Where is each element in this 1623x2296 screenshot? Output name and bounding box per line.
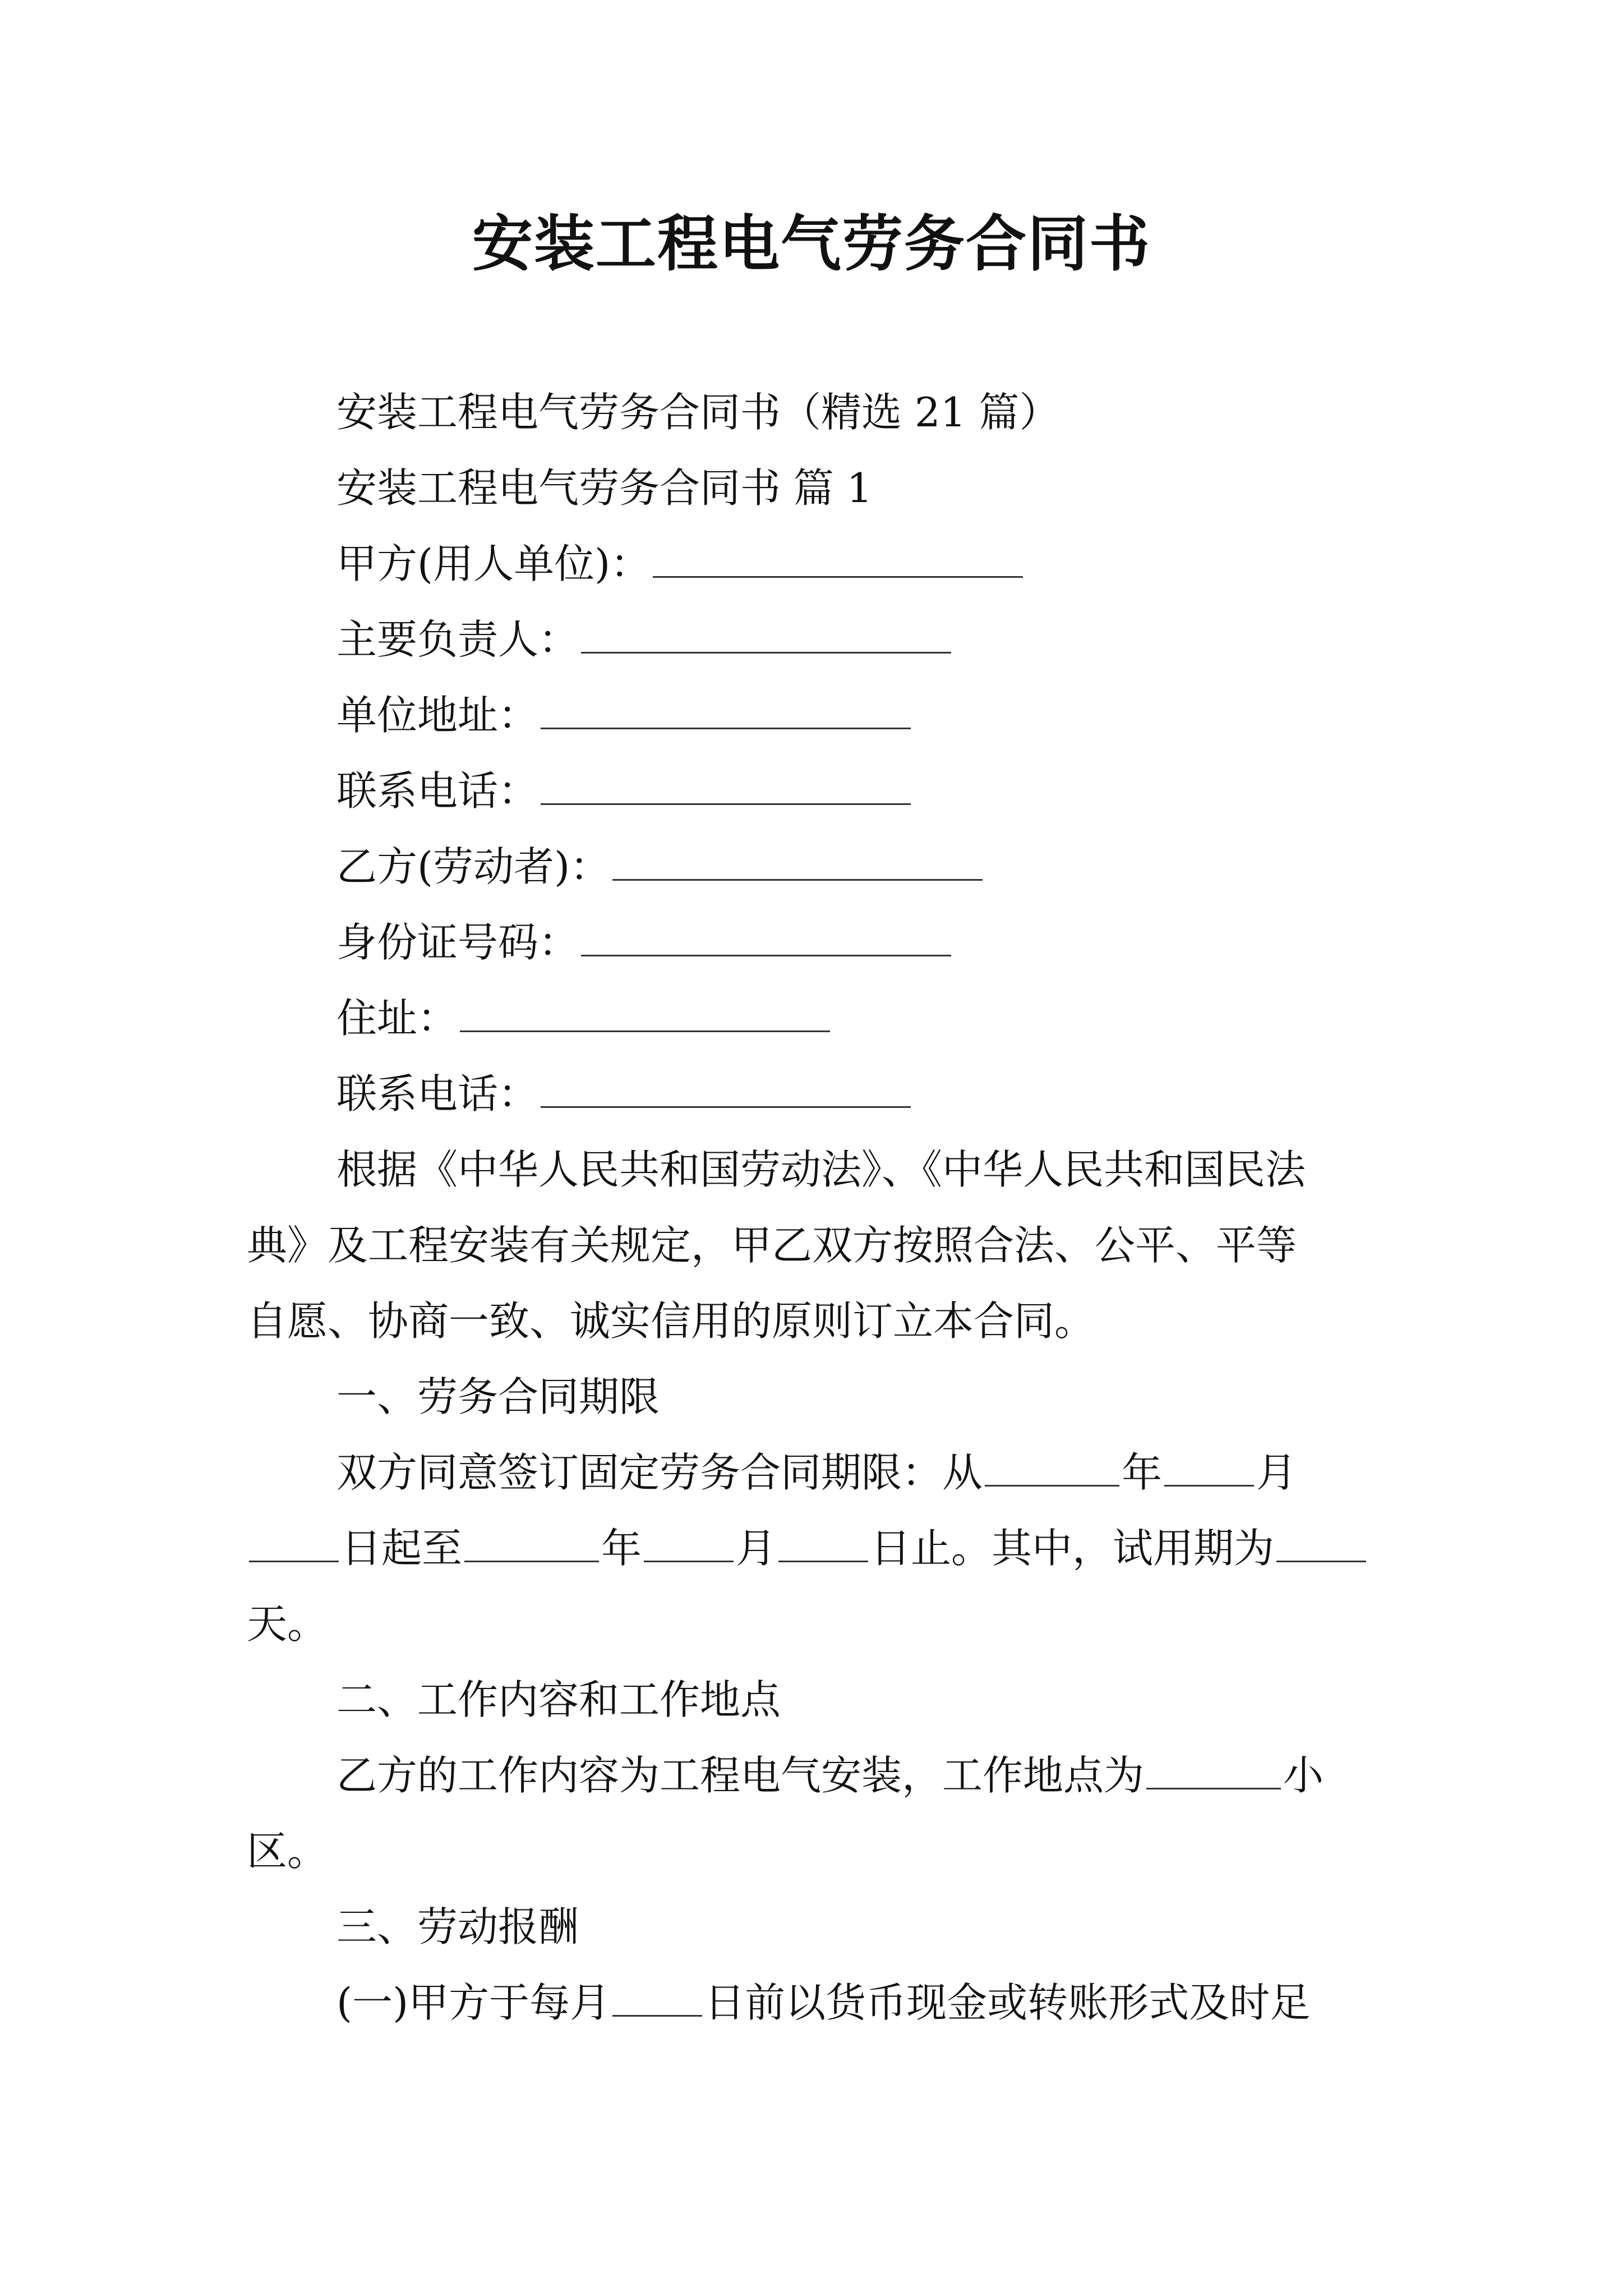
intro-line-1: 根据《中华人民共和国劳动法》、《中华人民共和国民法	[336, 1146, 1306, 1193]
month-text: 月	[1256, 1449, 1297, 1496]
document-title: 安装工程电气劳务合同书	[472, 209, 1151, 279]
end-year-text: 年	[601, 1525, 642, 1572]
party-b-phone-blank	[541, 1067, 911, 1108]
until-text: 日起至	[341, 1525, 463, 1572]
party-a-label: 甲方(用人单位)：	[336, 540, 651, 587]
party-b-address-label: 住址：	[336, 995, 458, 1042]
section-1-line-3: 天。	[247, 1600, 328, 1648]
probation-text: 日止。其中，试用期为	[870, 1525, 1275, 1572]
party-b-id-label: 身份证号码：	[336, 919, 579, 966]
pay-text-a: (一)甲方于每月	[336, 1979, 611, 2026]
party-a-head-label: 主要负责人：	[336, 616, 579, 663]
document-subtitle: 安装工程电气劳务合同书（精选 21 篇）	[336, 389, 1060, 436]
section-3-line-1	[336, 1972, 1391, 2033]
party-b-address-row	[336, 987, 1391, 1049]
section-2-line-1	[336, 1745, 1391, 1806]
start-month-blank	[1164, 1446, 1254, 1487]
party-a-address-blank	[541, 688, 911, 729]
section-2-line-2: 区。	[247, 1828, 328, 1875]
party-b-phone-label: 联系电话：	[336, 1070, 539, 1117]
xiao-text: 小	[1283, 1752, 1324, 1799]
end-day-blank	[778, 1521, 868, 1562]
end-month-blank	[644, 1521, 734, 1562]
pay-text-b: 日前以货币现金或转账形式及时足	[704, 1979, 1311, 2026]
year-text: 年	[1122, 1449, 1163, 1496]
end-month-text: 月	[736, 1525, 777, 1572]
section-3-heading: 三、劳动报酬	[336, 1903, 579, 1950]
probation-days-blank	[1276, 1521, 1366, 1562]
party-b-label: 乙方(劳动者)：	[336, 843, 611, 890]
start-day-blank	[249, 1521, 339, 1562]
party-b-address-blank	[460, 991, 830, 1032]
party-a-head-blank	[581, 613, 951, 654]
party-a-address-label: 单位地址：	[336, 692, 539, 739]
intro-line-2: 典》及工程安装有关规定，甲乙双方按照合法、公平、平等	[247, 1222, 1297, 1269]
term-from-text: 双方同意签订固定劳务合同期限：从	[336, 1449, 983, 1496]
party-a-phone-blank	[541, 764, 911, 805]
party-a-head-row	[336, 609, 1391, 670]
party-a-address-row	[336, 684, 1391, 746]
section-2-heading: 二、工作内容和工作地点	[336, 1676, 781, 1723]
party-b-blank	[612, 840, 983, 881]
party-b-id-row	[336, 912, 1391, 973]
section-1-line-1	[336, 1442, 1391, 1503]
section-1-line-2	[247, 1517, 1391, 1579]
party-b-id-blank	[581, 915, 951, 956]
section-title: 安装工程电气劳务合同书 篇 1	[336, 464, 873, 512]
party-a-blank	[653, 537, 1023, 578]
work-content-text: 乙方的工作内容为工程电气安装，工作地点为	[336, 1752, 1145, 1799]
start-year-blank	[985, 1446, 1119, 1487]
party-a-row	[336, 533, 1391, 595]
end-year-blank	[464, 1521, 599, 1562]
pay-day-blank	[612, 1976, 702, 2017]
party-b-phone-row	[336, 1063, 1391, 1125]
party-a-phone-row	[336, 760, 1391, 822]
party-a-phone-label: 联系电话：	[336, 767, 539, 815]
intro-line-3: 自愿、协商一致、诚实信用的原则订立本合同。	[247, 1297, 1095, 1345]
party-b-row	[336, 836, 1391, 898]
section-1-heading: 一、劳务合同期限	[336, 1373, 660, 1420]
work-location-blank	[1146, 1749, 1281, 1789]
